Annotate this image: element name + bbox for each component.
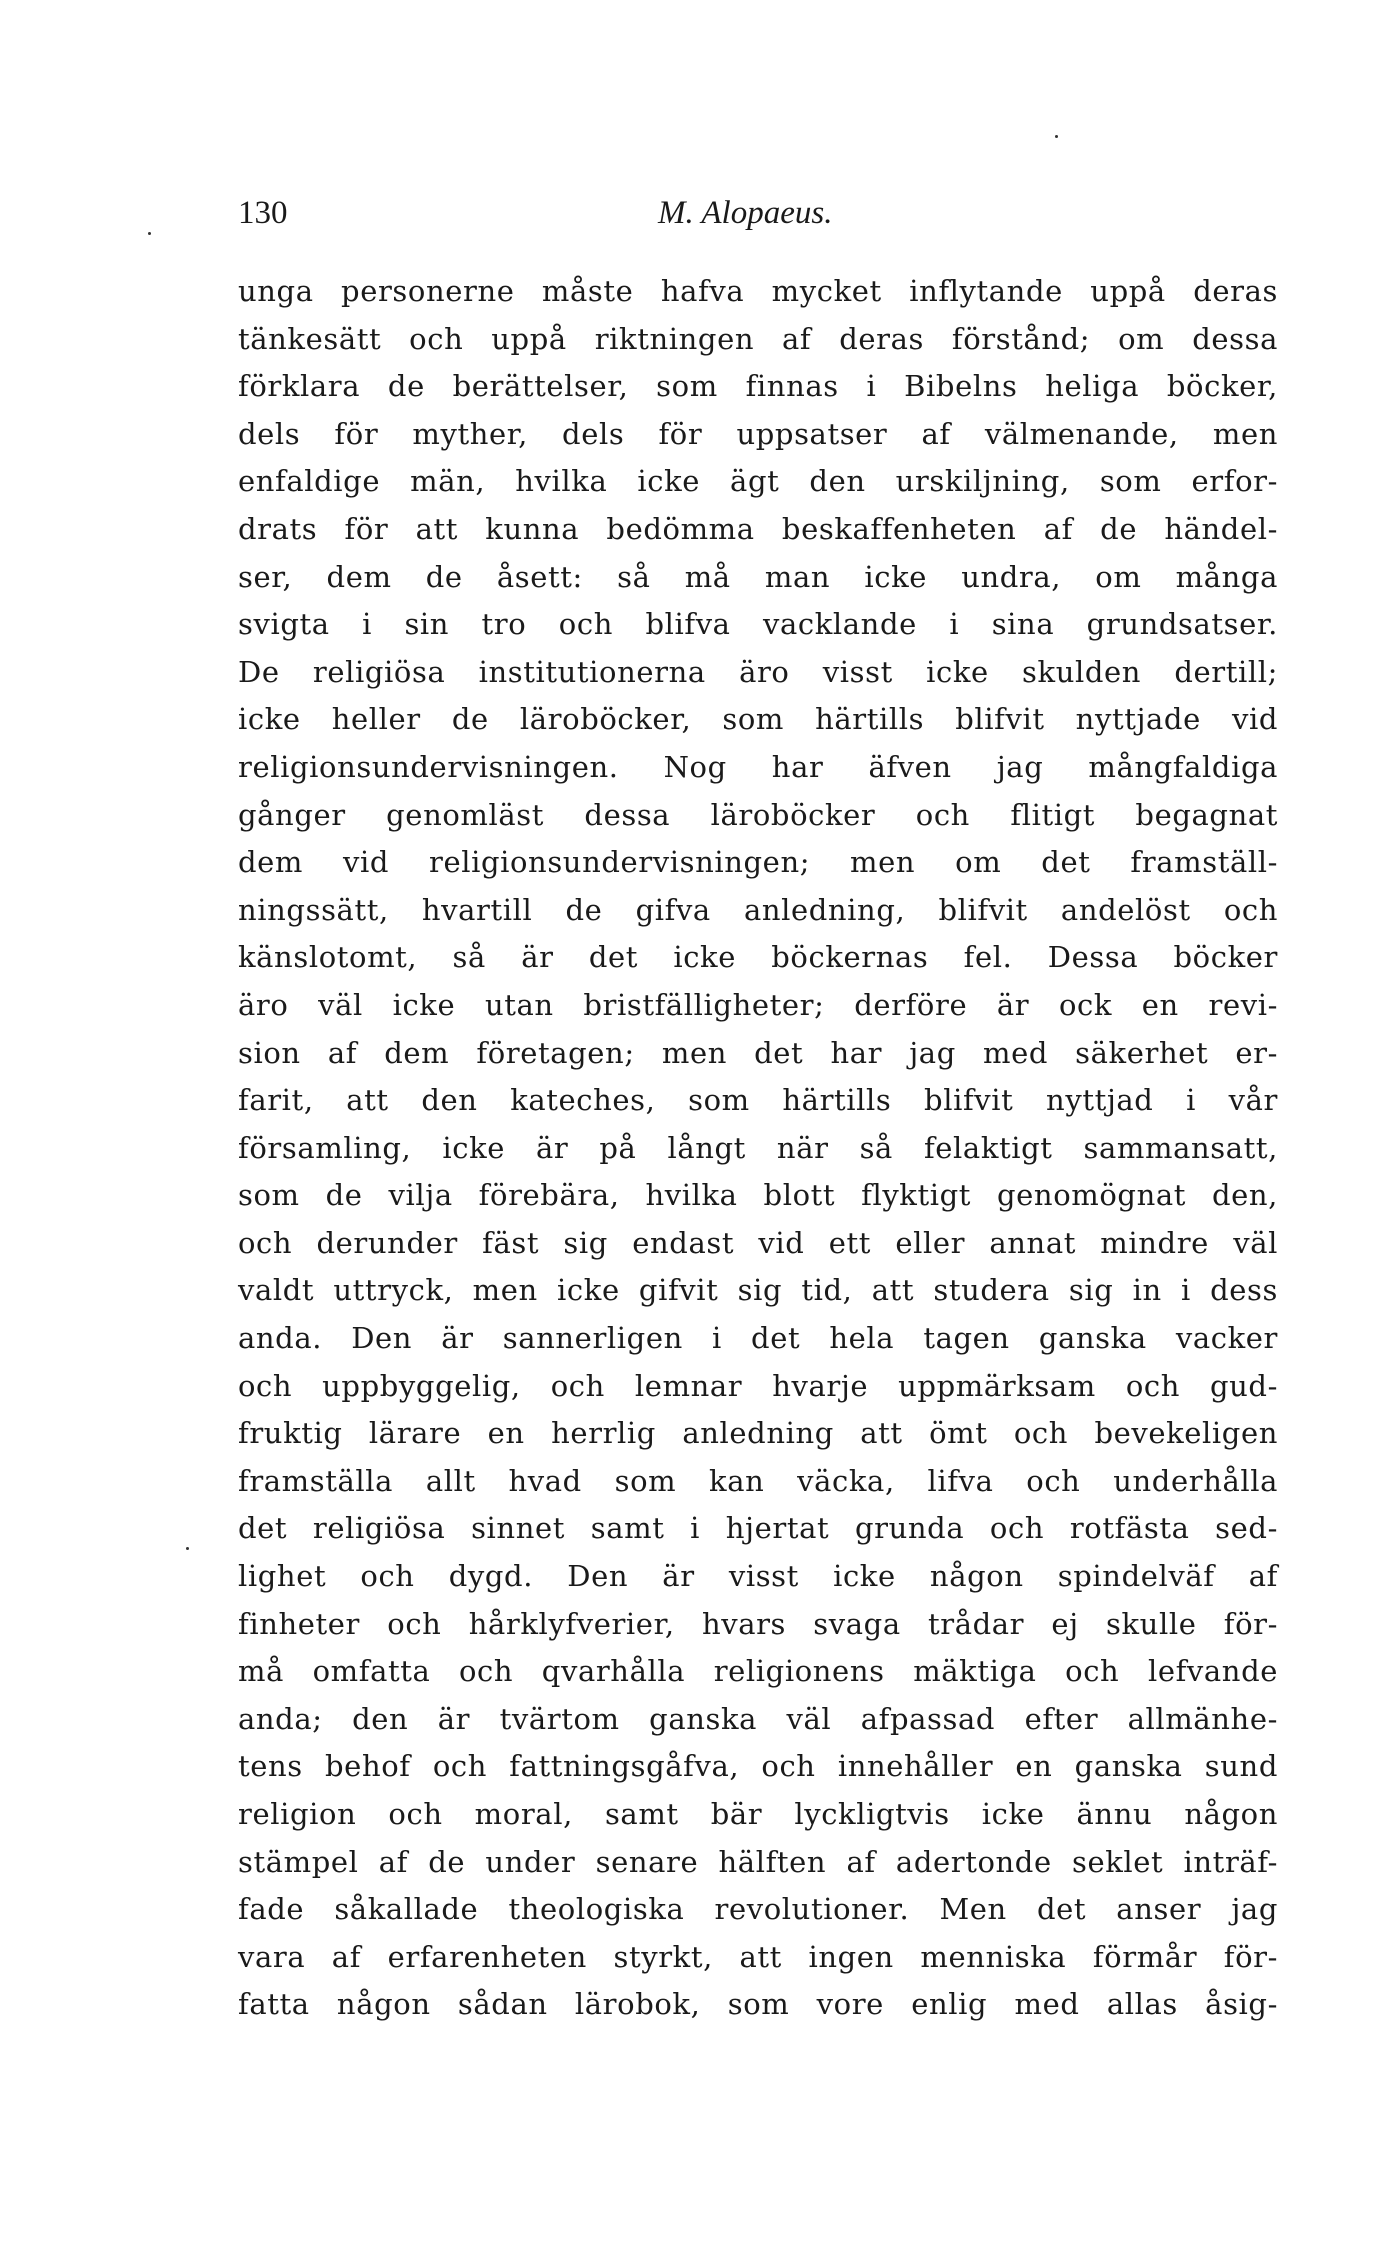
text-line: anda. Den är sannerligen i det hela tagen ganska vacker (238, 1321, 1278, 1356)
running-head (238, 188, 1278, 238)
body-text (238, 268, 1278, 2029)
text-line: unga personerne måste hafva mycket inflytande uppå deras (238, 274, 1278, 308)
text-line: det religiösa sinnet samt i hjertat grunda och rotfästa sed- (238, 1511, 1278, 1546)
text-line: ningssätt, hvartill de gifva anledning, blifvit andelöst och (238, 892, 1278, 927)
text-line: lighet och dygd. Den är visst icke någon spindelväf af (238, 1559, 1278, 1594)
text-line: vara af erfarenheten styrkt, att ingen menniska förmår för- (238, 1939, 1278, 1974)
text-line: drats för att kunna bedömma beskaffenheten af de händel- (238, 511, 1278, 546)
text-line: fade såkallade theologiska revolutioner. Men det anser jag (238, 1892, 1278, 1927)
text-line: icke heller de läroböcker, som härtills blifvit nyttjade vid (238, 702, 1278, 737)
text-line: anda; den är tvärtom ganska väl afpassad efter allmänhe- (238, 1701, 1278, 1736)
text-line: gånger genomläst dessa läroböcker och flitigt begagnat (238, 797, 1278, 832)
text-line: dem vid religionsundervisningen; men om det framställ- (238, 845, 1278, 880)
text-line: tens behof och fattningsgåfva, och innehåller en ganska sund (238, 1749, 1278, 1784)
text-line: svigta i sin tro och blifva vacklande i sina grundsatser. (238, 607, 1278, 642)
text-line: enfaldige män, hvilka icke ägt den urskiljning, som erfor- (238, 464, 1278, 499)
print-speck (1055, 135, 1058, 138)
print-speck (148, 232, 151, 235)
text-line: valdt uttryck, men icke gifvit sig tid, att studera sig in i dess (238, 1273, 1278, 1308)
text-line: äro väl icke utan bristfälligheter; derföre är ock en revi- (238, 987, 1278, 1022)
text-line: finheter och hårklyfverier, hvars svaga trådar ej skulle för- (238, 1606, 1278, 1641)
text-line: religion och moral, samt bär lyckligtvis icke ännu någon (238, 1797, 1278, 1831)
running-title: M. Alopaeus. (658, 195, 833, 231)
text-line: och uppbyggelig, och lemnar hvarje uppmärksam och gud- (238, 1368, 1278, 1403)
text-line: förklara de berättelser, som finnas i Bibelns heliga böcker, (238, 369, 1278, 404)
text-line: må omfatta och qvarhålla religionens mäktiga och lefvande (238, 1654, 1278, 1689)
print-speck (186, 1547, 189, 1550)
text-line: dels för myther, dels för uppsatser af välmenande, men (238, 416, 1278, 451)
text-line: religionsundervisningen. Nog har äfven jag mångfaldiga (238, 749, 1278, 784)
page-number: 130 (238, 195, 288, 231)
text-line: stämpel af de under senare hälften af adertonde seklet inträf- (238, 1844, 1278, 1879)
text-line: framställa allt hvad som kan väcka, lifva och underhålla (238, 1463, 1278, 1498)
text-line: fatta någon sådan lärobok, som vore enlig med allas åsig- (238, 1987, 1278, 2022)
text-line: tänkesätt och uppå riktningen af deras förstånd; om dessa (238, 321, 1278, 356)
text-line: De religiösa institutionerna äro visst icke skulden dertill; (238, 654, 1278, 689)
text-line: farit, att den kateches, som härtills blifvit nyttjad i vår (238, 1083, 1278, 1118)
text-line: sion af dem företagen; men det har jag med säkerhet er- (238, 1035, 1278, 1070)
text-line: ser, dem de åsett: så må man icke undra, om många (238, 559, 1278, 594)
text-line: fruktig lärare en herrlig anledning att ömt och bevekeligen (238, 1416, 1278, 1451)
text-line: församling, icke är på långt när så felaktigt sammansatt, (238, 1130, 1278, 1165)
text-line: känslotomt, så är det icke böckernas fel. Dessa böcker (238, 940, 1278, 975)
text-line: och derunder fäst sig endast vid ett eller annat mindre väl (238, 1225, 1278, 1260)
text-line: som de vilja förebära, hvilka blott flyktigt genomögnat den, (238, 1178, 1278, 1213)
